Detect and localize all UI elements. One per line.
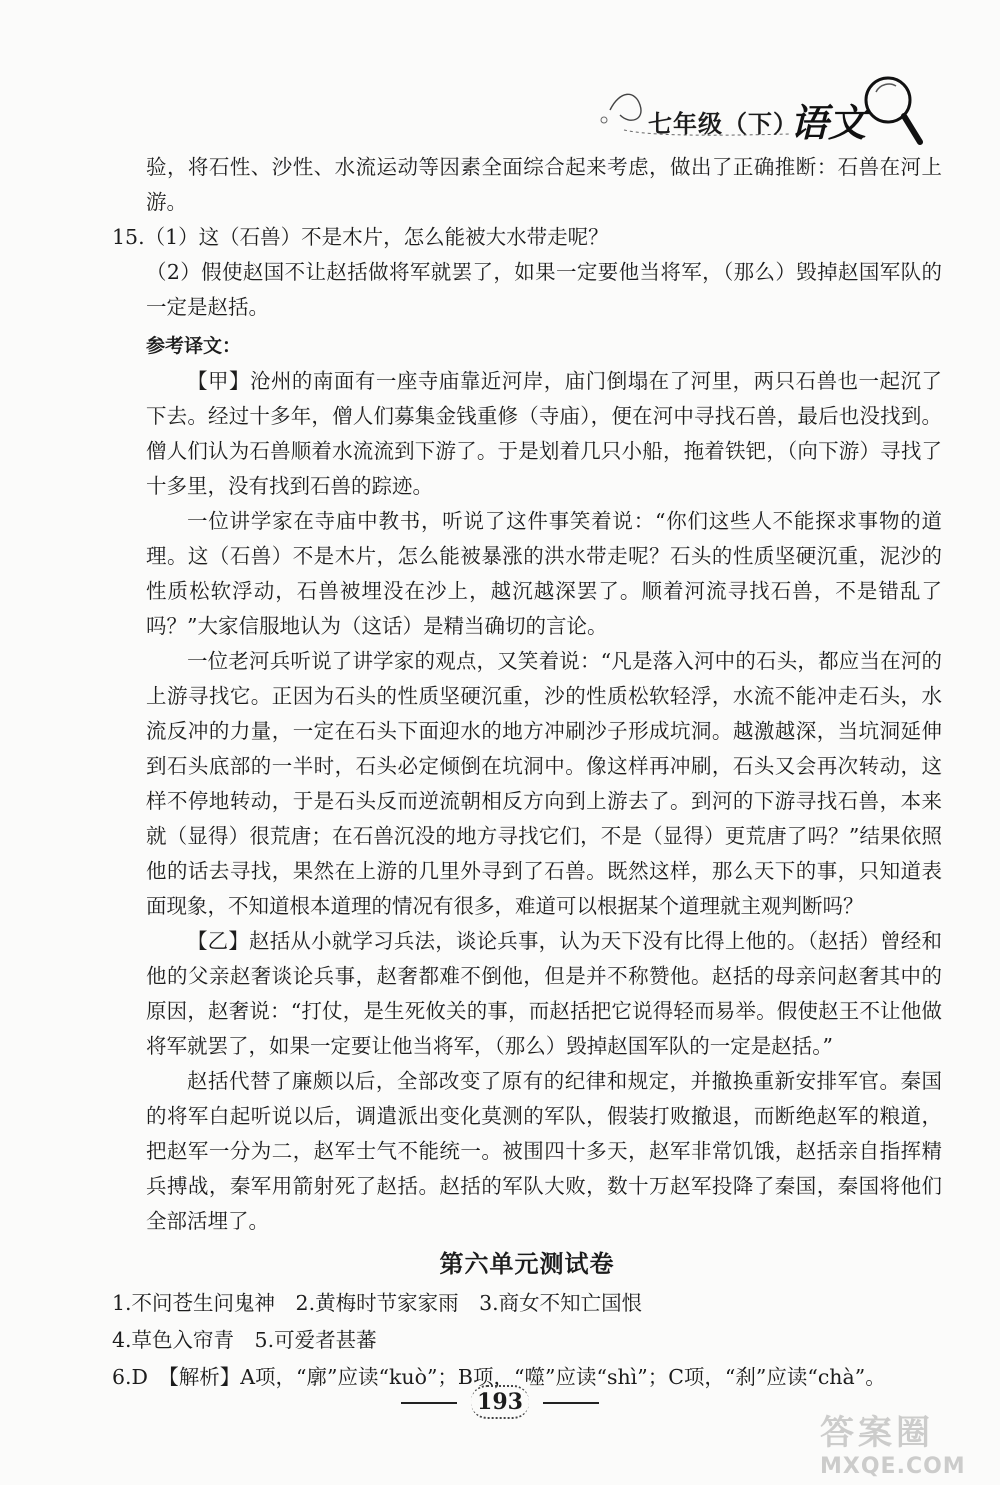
footer-dash-left <box>401 1402 457 1404</box>
watermark-logo <box>820 1405 990 1477</box>
page-header <box>590 70 950 150</box>
paragraph-river-soldier: 一位老河兵听说了讲学家的观点，又笑着说：“凡是落入河中的石头，都应当在河的上游寻找它。正因为石头的性质坚硬沉重，沙的性质松软轻浮，水流不能冲走石头，水流反冲的力量，一定在石头下面迎水的地方冲刷沙子形成坑洞。越激越深，当坑洞延伸到石头底部的一半时，石头必定倾倒在坑洞中。像这样再冲刷，石头又会再次转动，这样不停地转动，于是石头反而逆流朝相反方向到上游去了。到河的下游寻找石兽，本来就（显得）很荒唐；在石兽沉没的地方寻找它们，不是（显得）更荒唐了吗？”结果依照他的话去寻找，果然在上游的几里外寻到了石兽。既然这样，那么天下的事，只知道表面现象，不知道根本道理的情况有很多，难道可以根据某个道理就主观判断吗？ <box>146 649 942 918</box>
paragraph-yi: 【乙】赵括从小就学习兵法，谈论兵事，认为天下没有比得上他的。（赵括）曾经和他的父亲赵奢谈论兵事，赵奢都难不倒他，但是并不称赞他。赵括的母亲问赵奢其中的原因，赵奢说：“打仗，是生死攸关的事，而赵括把它说得轻而易举。假使赵王不让他做将军就罢了，如果一定要让他当将军，（那么）毁掉赵国军队的一定是赵括。” <box>146 929 942 1058</box>
watermark-top-text: 答案圈 <box>820 1413 934 1453</box>
answer-line-3: 6.D 【解析】A项，“廓”应读“kuò”；B项，“噬”应读“shì”；C项，“刹”应读“chà”。 <box>112 1365 886 1389</box>
answer-line-1: 1.不问苍生问鬼神 2.黄梅时节家家雨 3.商女不知亡国恨 <box>112 1291 643 1315</box>
page-content <box>112 150 942 1397</box>
paragraph-jia: 【甲】沧州的南面有一座寺庙靠近河岸，庙门倒塌在了河里，两只石兽也一起沉了下去。经过十多年，僧人们募集金钱重修（寺庙），便在河中寻找石兽，最后也没找到。僧人们认为石兽顺着水流流到下游了。于是划着几只小船，拖着铁钯，（向下游）寻找了十多里，没有找到石兽的踪迹。 <box>146 369 942 498</box>
answer-line-2: 4.草色入帘青 5.可爱者甚蕃 <box>112 1328 377 1352</box>
header-subject-label: 语文 <box>790 101 867 145</box>
answer-15-2: （2）假使赵国不让赵括做将军就罢了，如果一定要他当将军，（那么）毁掉赵国军队的一定是赵括。 <box>146 260 942 319</box>
text-line-continued: 验，将石性、沙性、水流运动等因素全面综合起来考虑，做出了正确推断：石兽在河上游。 <box>146 155 942 214</box>
reference-translation-title: 参考译文： <box>146 335 242 357</box>
watermark-bottom-text: MXQE.COM <box>820 1454 966 1479</box>
header-grade-label: 七年级（下） <box>648 110 798 138</box>
section-title: 第六单元测试卷 <box>439 1250 615 1278</box>
answer-15-1: 15.（1）这（石兽）不是木片，怎么能被大水带走呢？ <box>112 225 609 249</box>
magnifier-icon <box>858 70 928 150</box>
page-number: 193 <box>471 1385 529 1419</box>
paragraph-zhao-kuo: 赵括代替了廉颇以后，全部改变了原有的纪律和规定，并撤换重新安排军官。秦国的将军白起听说以后，调遣派出变化莫测的军队，假装打败撤退，而断绝赵军的粮道，把赵军一分为二，赵军士气不能统一。被围四十多天，赵军非常饥饿，赵括亲自指挥精兵搏战，秦军用箭射死了赵括。赵括的军队大败，数十万赵军投降了秦国，秦国将他们全部活埋了。 <box>146 1069 942 1233</box>
paragraph-scholar: 一位讲学家在寺庙中教书，听说了这件事笑着说：“你们这些人不能探求事物的道理。这（石兽）不是木片，怎么能被暴涨的洪水带走呢？石头的性质坚硬沉重，泥沙的性质松软浮动，石兽被埋没在沙上，越沉越深罢了。顺着河流寻找石兽，不是错乱了吗？”大家信服地认为（这话）是精当确切的言论。 <box>146 509 942 638</box>
footer-dash-right <box>543 1402 599 1404</box>
